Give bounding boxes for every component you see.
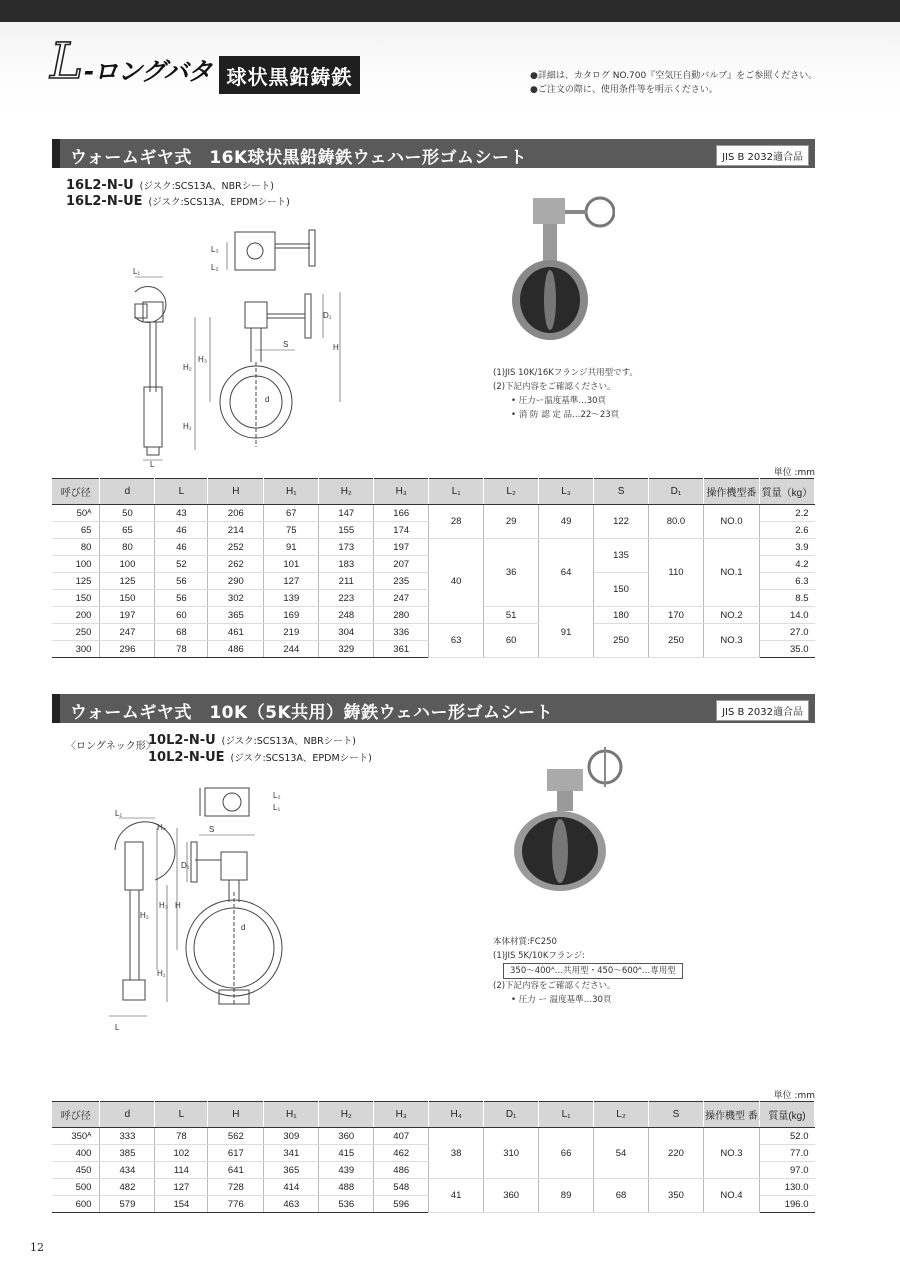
cell: 91	[264, 539, 319, 556]
cell: 3.9	[759, 539, 814, 556]
cell: 223	[319, 590, 374, 607]
cell: 300	[52, 641, 100, 658]
cell: 207	[374, 556, 429, 573]
cell: 125	[52, 573, 100, 590]
model-code: 16L2-N-U	[66, 178, 134, 193]
cell: 127	[155, 1179, 208, 1196]
cell: 155	[319, 522, 374, 539]
model-code: 16L2-N-UE	[66, 194, 143, 209]
dim-L: L	[150, 460, 155, 469]
table-row	[52, 1179, 815, 1196]
cell: 365	[208, 607, 264, 624]
col-header: S	[594, 479, 649, 505]
cell: 200	[52, 607, 100, 624]
cell: 341	[264, 1145, 319, 1162]
cell: 536	[319, 1196, 374, 1213]
note-line: 本体材質:FC250	[493, 937, 557, 947]
cell: 776	[208, 1196, 264, 1213]
dim-L1: L₁	[273, 803, 281, 812]
cell: 183	[319, 556, 374, 573]
cell: 400	[52, 1145, 100, 1162]
dim-L2: L₂	[273, 791, 281, 800]
valve-photo-10k	[505, 745, 635, 895]
cell: 68	[594, 1179, 649, 1213]
cell: 250	[649, 624, 704, 658]
model-line	[66, 178, 274, 193]
cell: 461	[208, 624, 264, 641]
cell: 66	[539, 1128, 594, 1179]
cell: 50ᴬ	[52, 505, 100, 522]
dim-d: d	[241, 923, 246, 932]
model-desc: (ジスク:SCS13A、EPDMシート)	[148, 197, 290, 208]
cell: 114	[155, 1162, 208, 1179]
cell: 252	[208, 539, 264, 556]
cell: 6.3	[759, 573, 814, 590]
cell: 596	[374, 1196, 429, 1213]
section1-title: ウォームギヤ式 16K球状黒鉛鋳鉄ウェハー形ゴムシート	[70, 148, 527, 168]
cell: 361	[374, 641, 429, 658]
page-number: 12	[30, 1241, 44, 1254]
note-line: • 圧力ー温度基準…30頁	[511, 396, 607, 406]
table-row	[52, 1128, 815, 1145]
section1-dimension-drawing	[95, 222, 355, 470]
cell: 56	[155, 573, 208, 590]
cell: 100	[52, 556, 100, 573]
cell: 170	[649, 607, 704, 624]
col-header: D₁	[484, 1102, 539, 1128]
cell: 247	[374, 590, 429, 607]
cell: 41	[429, 1179, 484, 1213]
cell: 579	[100, 1196, 155, 1213]
dim-L: L	[115, 1023, 120, 1032]
cell: 486	[208, 641, 264, 658]
cell: 302	[208, 590, 264, 607]
note-line: (2)下記内容をご確認ください。	[493, 981, 616, 991]
col-header: d	[100, 479, 155, 505]
model-line	[148, 733, 356, 748]
cell: 46	[155, 522, 208, 539]
col-header: L	[155, 479, 208, 505]
dim-L1: L₁	[133, 267, 141, 276]
cell: 247	[100, 624, 155, 641]
note-line: • 圧力 ー 温度基準…30頁	[511, 995, 612, 1005]
dim-H: H	[333, 343, 339, 352]
section1-notes	[493, 366, 638, 422]
valve-photo-16k	[505, 190, 615, 360]
col-header: H₁	[264, 479, 319, 505]
note-line: • 消 防 認 定 品…22〜23頁	[511, 410, 620, 420]
cell: 219	[264, 624, 319, 641]
col-header: H	[208, 479, 264, 505]
cell: NO.4	[703, 1179, 759, 1213]
cell: 78	[155, 641, 208, 658]
cell: 150	[594, 573, 649, 607]
cell: 235	[374, 573, 429, 590]
cell: 248	[319, 607, 374, 624]
table-header-row	[52, 479, 815, 505]
dim-H4: H₄	[157, 823, 167, 832]
model-desc: (ジスク:SCS13A、EPDMシート)	[230, 753, 372, 764]
cell: 35.0	[759, 641, 814, 658]
col-header: 質量(kg)	[759, 1102, 814, 1128]
unit-label: 単位 :mm	[773, 468, 815, 478]
dim-d: d	[265, 395, 270, 404]
cell: 206	[208, 505, 264, 522]
cell: 147	[319, 505, 374, 522]
col-header: S	[649, 1102, 704, 1128]
note-line: (2)下記内容をご確認ください。	[493, 382, 616, 392]
cell: 91	[539, 607, 594, 658]
cell: 439	[319, 1162, 374, 1179]
cell: 728	[208, 1179, 264, 1196]
cell: 214	[208, 522, 264, 539]
cell: NO.1	[703, 539, 759, 607]
cell: 309	[264, 1128, 319, 1145]
cell: 64	[539, 539, 594, 607]
cell: 102	[155, 1145, 208, 1162]
cell: 174	[374, 522, 429, 539]
cell: 180	[594, 607, 649, 624]
cell: 169	[264, 607, 319, 624]
cell: 350	[649, 1179, 704, 1213]
col-header: L₁	[539, 1102, 594, 1128]
table-row	[52, 539, 815, 556]
cell: 49	[539, 505, 594, 539]
cell: 482	[100, 1179, 155, 1196]
col-header: H₄	[429, 1102, 484, 1128]
cell: 125	[100, 573, 155, 590]
cell: 150	[52, 590, 100, 607]
dim-H: H	[175, 901, 181, 910]
material-badge: 球状黒鉛鋳鉄	[219, 56, 360, 94]
cell: 2.2	[759, 505, 814, 522]
cell: 14.0	[759, 607, 814, 624]
cell: 360	[484, 1179, 539, 1213]
cell: 462	[374, 1145, 429, 1162]
logo-letter: L	[50, 32, 84, 90]
dim-H3: H₃	[198, 355, 208, 364]
col-header: L₃	[539, 479, 594, 505]
cell: NO.2	[703, 607, 759, 624]
cell: 80	[100, 539, 155, 556]
cell: 80.0	[649, 505, 704, 539]
cell: 50	[100, 505, 155, 522]
model-desc: (ジスク:SCS13A、NBRシート)	[139, 181, 274, 192]
cell: 65	[52, 522, 100, 539]
dim-H2: H₂	[183, 363, 192, 372]
cell: 46	[155, 539, 208, 556]
cell: 150	[100, 590, 155, 607]
model-line	[66, 194, 290, 209]
col-header: L	[155, 1102, 208, 1128]
col-header: 呼び径	[52, 1102, 100, 1128]
cell: 290	[208, 573, 264, 590]
cell: 385	[100, 1145, 155, 1162]
model-line	[148, 750, 372, 765]
cell: 350ᴬ	[52, 1128, 100, 1145]
dim-L3: L₃	[211, 245, 219, 254]
cell: 122	[594, 505, 649, 539]
cell: 488	[319, 1179, 374, 1196]
cell: 75	[264, 522, 319, 539]
dim-H2: H₂	[140, 911, 149, 920]
col-header: 呼び径	[52, 479, 100, 505]
table-header-row	[52, 1102, 815, 1128]
note-line-boxed: 350〜400ᴬ…共用型・450〜600ᴬ…専用型	[503, 963, 683, 979]
cell: 139	[264, 590, 319, 607]
cell: 329	[319, 641, 374, 658]
col-header: H₃	[374, 1102, 429, 1128]
cell: 407	[374, 1128, 429, 1145]
cell: 450	[52, 1162, 100, 1179]
cell: 500	[52, 1179, 100, 1196]
header-notes	[530, 69, 817, 97]
dim-H1: H₁	[183, 422, 192, 431]
cell: 600	[52, 1196, 100, 1213]
logo-text: -ロングバタ	[84, 57, 212, 86]
section2-spec-table	[52, 1101, 815, 1213]
table-row	[52, 624, 815, 641]
cell: 617	[208, 1145, 264, 1162]
cell: 43	[155, 505, 208, 522]
cell: 77.0	[759, 1145, 814, 1162]
cell: 54	[594, 1128, 649, 1179]
section2-notes	[493, 935, 683, 1007]
cell: 89	[539, 1179, 594, 1213]
model-code: 10L2-N-UE	[148, 750, 225, 765]
cell: 36	[484, 539, 539, 607]
col-header: d	[100, 1102, 155, 1128]
cell: 166	[374, 505, 429, 522]
dim-H1: H₁	[157, 969, 166, 978]
cell: 67	[264, 505, 319, 522]
header-note: ●ご注文の際に、使用条件等を明示ください。	[530, 85, 718, 95]
cell: 486	[374, 1162, 429, 1179]
col-header: H₁	[264, 1102, 319, 1128]
cell: 250	[52, 624, 100, 641]
table-row	[52, 505, 815, 522]
note-line: (1)JIS 10K/16Kフランジ共用型です。	[493, 368, 638, 378]
cell: 80	[52, 539, 100, 556]
jis-tag: JIS B 2032適合品	[716, 145, 809, 166]
cell: 173	[319, 539, 374, 556]
cell: NO.3	[703, 1128, 759, 1179]
cell: 100	[100, 556, 155, 573]
cell: 244	[264, 641, 319, 658]
top-bar	[0, 0, 900, 22]
cell: 250	[594, 624, 649, 658]
dim-D1: D₁	[323, 311, 332, 320]
cell: 40	[429, 539, 484, 624]
section2-title: ウォームギヤ式 10K（5K共用）鋳鉄ウェハー形ゴムシート	[70, 703, 553, 723]
jis-tag: JIS B 2032適合品	[716, 700, 809, 721]
cell: 135	[594, 539, 649, 573]
cell: 97.0	[759, 1162, 814, 1179]
cell: NO.3	[703, 624, 759, 658]
cell: 2.6	[759, 522, 814, 539]
cell: 127	[264, 573, 319, 590]
cell: 4.2	[759, 556, 814, 573]
col-header: 操作機型 番	[703, 1102, 759, 1128]
cell: 360	[319, 1128, 374, 1145]
unit-label: 単位 :mm	[773, 1091, 815, 1101]
cell: 310	[484, 1128, 539, 1179]
cell: 60	[484, 624, 539, 658]
cell: 262	[208, 556, 264, 573]
cell: 197	[374, 539, 429, 556]
cell: 333	[100, 1128, 155, 1145]
cell: 52.0	[759, 1128, 814, 1145]
cell: 101	[264, 556, 319, 573]
cell: 60	[155, 607, 208, 624]
dim-S: S	[209, 825, 215, 834]
cell: 211	[319, 573, 374, 590]
cell: 336	[374, 624, 429, 641]
cell: 28	[429, 505, 484, 539]
long-neck-label: 〈ロングネック形〉	[66, 741, 156, 752]
dim-L2: L₂	[211, 263, 219, 272]
dim-D1: D₁	[181, 861, 190, 870]
section1-spec-table	[52, 478, 815, 658]
col-header: D₁	[649, 479, 704, 505]
cell: 63	[429, 624, 484, 658]
col-header: H₃	[374, 479, 429, 505]
model-code: 10L2-N-U	[148, 733, 216, 748]
cell: 414	[264, 1179, 319, 1196]
cell: 51	[484, 607, 539, 624]
note-line: (1)JIS 5K/10Kフランジ:	[493, 951, 586, 961]
section2-dimension-drawing	[95, 780, 295, 1040]
cell: 78	[155, 1128, 208, 1145]
cell: 197	[100, 607, 155, 624]
cell: 548	[374, 1179, 429, 1196]
cell: 56	[155, 590, 208, 607]
section1-title-bar	[52, 139, 815, 168]
cell: 296	[100, 641, 155, 658]
cell: NO.0	[703, 505, 759, 539]
cell: 110	[649, 539, 704, 607]
col-header: L₁	[429, 479, 484, 505]
cell: 38	[429, 1128, 484, 1179]
cell: 8.5	[759, 590, 814, 607]
cell: 130.0	[759, 1179, 814, 1196]
cell: 68	[155, 624, 208, 641]
cell: 463	[264, 1196, 319, 1213]
cell: 27.0	[759, 624, 814, 641]
cell: 415	[319, 1145, 374, 1162]
cell: 52	[155, 556, 208, 573]
cell: 434	[100, 1162, 155, 1179]
col-header: H	[208, 1102, 264, 1128]
cell: 65	[100, 522, 155, 539]
dim-H3: H₃	[159, 901, 169, 910]
dim-S: S	[283, 340, 289, 349]
cell: 365	[264, 1162, 319, 1179]
brand-logo	[50, 32, 215, 96]
col-header: H₂	[319, 1102, 374, 1128]
section2-title-bar	[52, 694, 815, 723]
dim-L1b: L₁	[115, 809, 123, 818]
col-header: 操作機型番	[703, 479, 759, 505]
col-header: L₂	[594, 1102, 649, 1128]
col-header: 質量（kg）	[759, 479, 814, 505]
model-desc: (ジスク:SCS13A、NBRシート)	[221, 736, 356, 747]
cell: 29	[484, 505, 539, 539]
cell: 280	[374, 607, 429, 624]
col-header: L₂	[484, 479, 539, 505]
cell: 196.0	[759, 1196, 814, 1213]
cell: 220	[649, 1128, 704, 1179]
cell: 562	[208, 1128, 264, 1145]
cell: 154	[155, 1196, 208, 1213]
header-note: ●詳細は、カタログ NO.700『空気圧自動バルブ』をご参照ください。	[530, 71, 818, 81]
col-header: H₂	[319, 479, 374, 505]
cell: 304	[319, 624, 374, 641]
cell: 641	[208, 1162, 264, 1179]
